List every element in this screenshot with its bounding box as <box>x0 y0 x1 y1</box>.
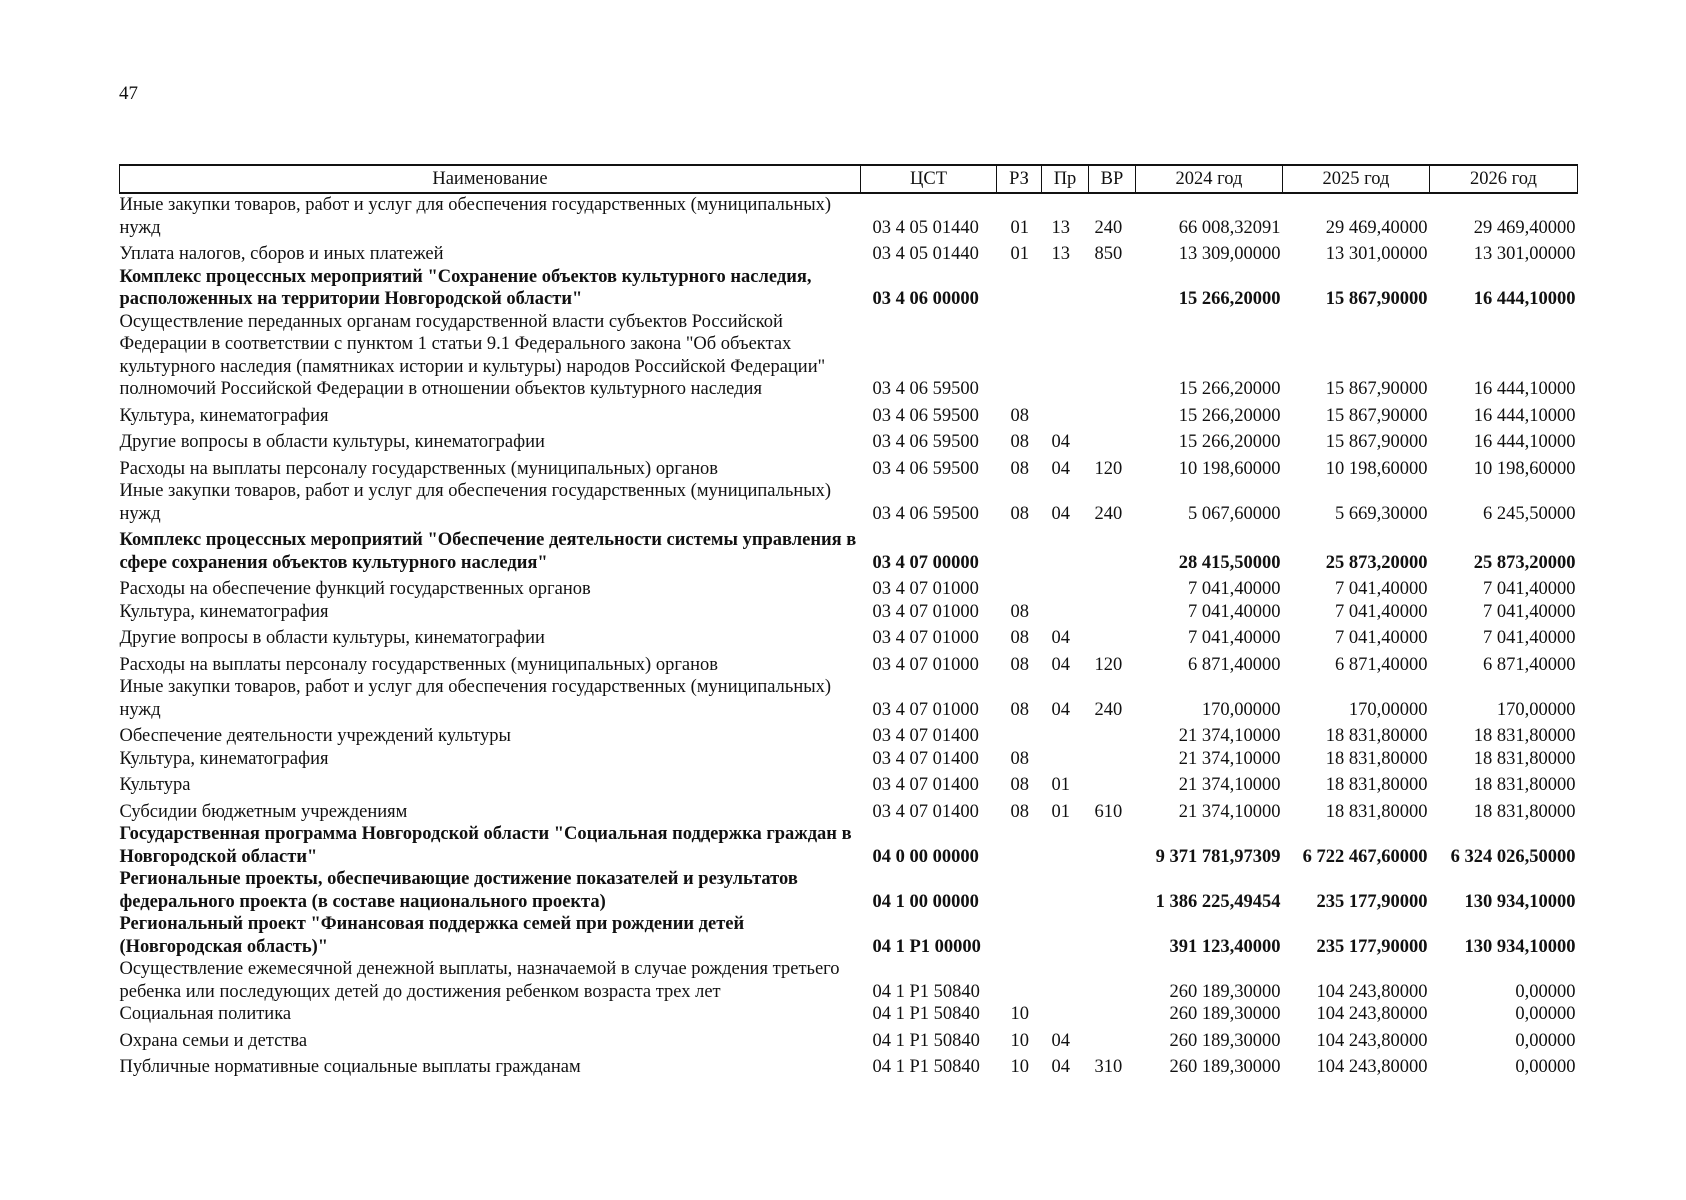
row-vr: 120 <box>1094 654 1123 675</box>
row-pr <box>1042 913 1089 958</box>
row-pr: 04 <box>1051 458 1070 479</box>
row-pr <box>1042 748 1089 771</box>
row-vr <box>1089 913 1136 958</box>
row-vr: 240 <box>1094 217 1123 238</box>
row-2025: 7 041,40000 <box>1335 628 1428 648</box>
row-rz: 08 <box>1010 775 1029 795</box>
table-row <box>120 823 1578 868</box>
row-pr <box>1042 266 1089 311</box>
row-2024: 15 266,20000 <box>1178 289 1281 309</box>
table-row <box>120 958 1578 1003</box>
row-name: Культура, кинематография <box>119 748 329 769</box>
row-2026: 18 831,80000 <box>1473 726 1576 746</box>
row-cst: 03 4 07 00000 <box>872 552 979 573</box>
row-name: Уплата налогов, сборов и иных платежей <box>119 244 444 264</box>
row-2026: 6 871,40000 <box>1483 654 1576 675</box>
row-vr <box>1089 311 1136 401</box>
row-rz: 10 <box>1010 1030 1029 1051</box>
table-row <box>120 721 1578 748</box>
row-name: Социальная политика <box>119 1004 292 1024</box>
row-2024: 260 189,30000 <box>1169 1057 1281 1077</box>
row-vr: 310 <box>1094 1057 1123 1077</box>
row-rz: 08 <box>1010 628 1029 648</box>
row-name: Осуществление ежемесячной денежной выплаты, назначаемой в случае рождения третьего ребенка или последующих детей до достижения ребенком возраста трех лет <box>119 959 840 1002</box>
row-pr: 01 <box>1051 775 1070 795</box>
header-pr: Пр <box>1042 165 1089 193</box>
row-name: Региональный проект "Финансовая поддержка семей при рождении детей (Новгородская область)" <box>119 914 745 957</box>
row-vr <box>1089 427 1136 454</box>
row-2025: 6 871,40000 <box>1335 654 1428 675</box>
row-name: Другие вопросы в области культуры, кинематографии <box>119 628 545 648</box>
row-rz: 08 <box>1010 748 1029 769</box>
row-rz: 10 <box>1010 1057 1029 1077</box>
table-row <box>120 868 1578 913</box>
row-pr: 04 <box>1051 503 1070 524</box>
row-2026: 7 041,40000 <box>1483 579 1576 599</box>
row-name: Культура, кинематография <box>119 601 329 622</box>
table-row <box>120 913 1578 958</box>
row-2025: 104 243,80000 <box>1316 981 1428 1002</box>
row-2025: 104 243,80000 <box>1316 1030 1428 1051</box>
row-name: Культура, кинематография <box>119 405 329 426</box>
row-2025: 29 469,40000 <box>1325 217 1428 238</box>
row-vr: 120 <box>1094 458 1123 479</box>
table-row <box>120 454 1578 481</box>
table-row <box>120 574 1578 601</box>
row-name: Расходы на выплаты персоналу государственных (муниципальных) органов <box>119 458 719 479</box>
row-pr: 04 <box>1051 654 1070 675</box>
row-2026: 10 198,60000 <box>1473 458 1576 479</box>
row-2025: 7 041,40000 <box>1335 579 1428 599</box>
row-2026: 16 444,10000 <box>1473 405 1576 426</box>
row-cst: 03 4 06 59500 <box>872 379 979 399</box>
budget-table <box>119 164 1578 1079</box>
row-2025: 25 873,20000 <box>1325 552 1428 573</box>
header-2026: 2026 год <box>1430 165 1578 193</box>
table-row <box>120 525 1578 574</box>
row-pr: 13 <box>1051 217 1070 238</box>
row-pr <box>1042 721 1089 748</box>
row-rz: 10 <box>1010 1004 1029 1024</box>
row-2025: 18 831,80000 <box>1325 726 1428 746</box>
row-2024: 6 871,40000 <box>1188 654 1281 675</box>
row-cst: 04 0 00 00000 <box>872 846 979 867</box>
table-row <box>120 748 1578 771</box>
header-2024: 2024 год <box>1136 165 1283 193</box>
row-2026: 6 324 026,50000 <box>1450 846 1576 867</box>
row-2024: 21 374,10000 <box>1178 726 1281 746</box>
row-pr <box>1042 958 1089 1003</box>
row-2025: 5 669,30000 <box>1335 503 1428 524</box>
table-row <box>120 427 1578 454</box>
table-row <box>120 650 1578 677</box>
row-2024: 7 041,40000 <box>1188 628 1281 648</box>
row-2025: 15 867,90000 <box>1325 289 1428 309</box>
row-pr <box>1042 311 1089 401</box>
row-cst: 03 4 07 01400 <box>872 775 979 795</box>
row-cst: 03 4 07 01000 <box>872 579 979 599</box>
row-name: Публичные нормативные социальные выплаты гражданам <box>119 1057 581 1077</box>
row-2024: 15 266,20000 <box>1178 405 1281 426</box>
header-rz: РЗ <box>997 165 1042 193</box>
table-row <box>120 623 1578 650</box>
row-cst: 03 4 05 01440 <box>872 217 979 238</box>
row-name: Иные закупки товаров, работ и услуг для обеспечения государственных (муниципальных) нужд <box>119 481 832 524</box>
row-cst: 03 4 06 59500 <box>872 458 979 479</box>
row-2024: 21 374,10000 <box>1178 801 1281 822</box>
row-vr <box>1089 868 1136 913</box>
row-2026: 7 041,40000 <box>1483 601 1576 622</box>
row-name: Комплекс процессных мероприятий "Сохранение объектов культурного наследия, расположенных на территории Новгородской области" <box>119 266 812 309</box>
row-cst: 03 4 07 01000 <box>872 628 979 648</box>
header-name: Наименование <box>120 165 861 193</box>
table-row <box>120 1003 1578 1026</box>
row-vr: 850 <box>1094 244 1123 264</box>
page-number: 47 <box>119 83 138 104</box>
row-pr: 13 <box>1051 244 1070 264</box>
row-pr: 04 <box>1051 1030 1070 1051</box>
row-2025: 18 831,80000 <box>1325 775 1428 795</box>
row-name: Государственная программа Новгородской области "Социальная поддержка граждан в Новгородской области" <box>119 824 852 867</box>
row-2025: 18 831,80000 <box>1325 801 1428 822</box>
row-vr <box>1089 823 1136 868</box>
row-rz <box>997 913 1042 958</box>
row-vr: 240 <box>1094 503 1123 524</box>
row-rz <box>997 525 1042 574</box>
row-2026: 130 934,10000 <box>1464 891 1576 912</box>
row-pr <box>1042 823 1089 868</box>
row-pr <box>1042 574 1089 601</box>
row-2026: 13 301,00000 <box>1473 244 1576 264</box>
table-row <box>120 480 1578 525</box>
table-row <box>120 311 1578 401</box>
row-rz: 08 <box>1010 458 1029 479</box>
row-cst: 03 4 06 59500 <box>872 405 979 426</box>
row-2024: 15 266,20000 <box>1178 379 1281 399</box>
row-2024: 21 374,10000 <box>1178 748 1281 769</box>
table-row <box>120 770 1578 797</box>
row-cst: 03 4 06 59500 <box>872 432 979 452</box>
row-2024: 7 041,40000 <box>1188 579 1281 599</box>
row-cst: 04 1 Р1 50840 <box>872 1004 980 1024</box>
row-rz: 08 <box>1010 503 1029 524</box>
row-name: Иные закупки товаров, работ и услуг для обеспечения государственных (муниципальных) нужд <box>119 195 832 238</box>
row-vr <box>1089 1026 1136 1053</box>
row-rz <box>997 266 1042 311</box>
table-row <box>120 401 1578 428</box>
row-2024: 260 189,30000 <box>1169 1030 1281 1051</box>
row-2024: 15 266,20000 <box>1178 432 1281 452</box>
row-cst: 03 4 07 01000 <box>872 699 979 720</box>
row-2024: 7 041,40000 <box>1188 601 1281 622</box>
row-2025: 18 831,80000 <box>1325 748 1428 769</box>
row-pr: 04 <box>1051 432 1070 452</box>
row-name: Культура <box>119 775 191 795</box>
row-rz: 01 <box>1010 244 1029 264</box>
row-name: Иные закупки товаров, работ и услуг для обеспечения государственных (муниципальных) нужд <box>119 677 832 720</box>
row-2026: 170,00000 <box>1496 699 1576 720</box>
table-row <box>120 1026 1578 1053</box>
row-cst: 03 4 05 01440 <box>872 244 979 264</box>
row-cst: 04 1 Р1 50840 <box>872 1057 980 1077</box>
row-2024: 28 415,50000 <box>1178 552 1281 573</box>
row-pr <box>1042 1003 1089 1026</box>
row-cst: 03 4 06 00000 <box>872 289 979 309</box>
row-2025: 104 243,80000 <box>1316 1004 1428 1024</box>
row-2024: 170,00000 <box>1201 699 1281 720</box>
row-rz <box>997 958 1042 1003</box>
row-name: Субсидии бюджетным учреждениям <box>119 801 408 822</box>
row-2024: 66 008,32091 <box>1178 217 1281 238</box>
row-vr: 240 <box>1094 699 1123 720</box>
table-row <box>120 601 1578 624</box>
row-2025: 15 867,90000 <box>1325 432 1428 452</box>
row-rz <box>997 868 1042 913</box>
row-2024: 260 189,30000 <box>1169 1004 1281 1024</box>
row-2026: 16 444,10000 <box>1473 379 1576 399</box>
row-vr <box>1089 601 1136 624</box>
row-pr: 01 <box>1051 801 1070 822</box>
row-rz: 01 <box>1010 217 1029 238</box>
row-2024: 10 198,60000 <box>1178 458 1281 479</box>
row-2024: 13 309,00000 <box>1178 244 1281 264</box>
row-vr <box>1089 574 1136 601</box>
table-row <box>120 239 1578 266</box>
row-vr <box>1089 958 1136 1003</box>
row-rz: 08 <box>1010 432 1029 452</box>
row-2026: 16 444,10000 <box>1473 289 1576 309</box>
row-2025: 13 301,00000 <box>1325 244 1428 264</box>
row-rz <box>997 574 1042 601</box>
row-vr <box>1089 525 1136 574</box>
table-row <box>120 1052 1578 1079</box>
row-rz: 08 <box>1010 601 1029 622</box>
row-2026: 25 873,20000 <box>1473 552 1576 573</box>
table-header-row <box>120 165 1578 193</box>
row-2026: 0,00000 <box>1515 1030 1576 1051</box>
row-name: Осуществление переданных органам государственной власти субъектов Российской Федерации в соответствии с пунктом 1 статьи 9.1 Федерального закона "Об объектах культурного наследия (памятниках истории и культуры) народов Российской Федерации" полномочий Российской Федерации в отношении объектов культурного наследия <box>119 311 826 399</box>
row-name: Охрана семьи и детства <box>119 1030 308 1051</box>
row-rz: 08 <box>1010 699 1029 720</box>
row-name: Комплекс процессных мероприятий "Обеспечение деятельности системы управления в сфере сохранения объектов культурного наследия" <box>119 530 857 573</box>
row-2026: 7 041,40000 <box>1483 628 1576 648</box>
row-vr <box>1089 748 1136 771</box>
table-row <box>120 797 1578 824</box>
header-cst: ЦСТ <box>861 165 997 193</box>
row-pr <box>1042 525 1089 574</box>
row-rz: 08 <box>1010 654 1029 675</box>
row-2026: 0,00000 <box>1515 1057 1576 1077</box>
row-vr <box>1089 1003 1136 1026</box>
row-2024: 260 189,30000 <box>1169 981 1281 1002</box>
row-rz: 08 <box>1010 405 1029 426</box>
row-2026: 18 831,80000 <box>1473 775 1576 795</box>
row-2024: 9 371 781,97309 <box>1155 846 1281 867</box>
table-row <box>120 266 1578 311</box>
row-cst: 03 4 06 59500 <box>872 503 979 524</box>
row-2025: 15 867,90000 <box>1325 379 1428 399</box>
row-2026: 0,00000 <box>1515 1004 1576 1024</box>
row-vr: 610 <box>1094 801 1123 822</box>
row-cst: 03 4 07 01000 <box>872 654 979 675</box>
row-pr <box>1042 401 1089 428</box>
row-2025: 170,00000 <box>1348 699 1428 720</box>
row-2025: 235 177,90000 <box>1316 891 1428 912</box>
table-row <box>120 193 1578 239</box>
row-pr: 04 <box>1051 628 1070 648</box>
row-2024: 21 374,10000 <box>1178 775 1281 795</box>
row-pr <box>1042 868 1089 913</box>
row-2024: 1 386 225,49454 <box>1155 891 1281 912</box>
row-vr <box>1089 770 1136 797</box>
header-2025: 2025 год <box>1283 165 1430 193</box>
row-pr: 04 <box>1051 699 1070 720</box>
row-name: Расходы на выплаты персоналу государственных (муниципальных) органов <box>119 654 719 675</box>
table-row <box>120 676 1578 721</box>
row-cst: 04 1 Р1 50840 <box>872 981 980 1002</box>
row-2026: 29 469,40000 <box>1473 217 1576 238</box>
row-rz <box>997 311 1042 401</box>
row-cst: 04 1 Р1 00000 <box>872 936 981 957</box>
row-name: Обеспечение деятельности учреждений культуры <box>119 726 511 746</box>
row-name: Другие вопросы в области культуры, кинематографии <box>119 432 545 452</box>
row-cst: 03 4 07 01400 <box>872 726 979 746</box>
row-2024: 391 123,40000 <box>1169 936 1281 957</box>
row-2026: 6 245,50000 <box>1483 503 1576 524</box>
row-2025: 6 722 467,60000 <box>1302 846 1428 867</box>
row-rz: 08 <box>1010 801 1029 822</box>
row-2025: 235 177,90000 <box>1316 936 1428 957</box>
row-pr <box>1042 601 1089 624</box>
row-cst: 03 4 07 01400 <box>872 801 979 822</box>
row-cst: 04 1 00 00000 <box>872 891 979 912</box>
row-2026: 18 831,80000 <box>1473 801 1576 822</box>
row-vr <box>1089 401 1136 428</box>
row-2025: 7 041,40000 <box>1335 601 1428 622</box>
row-cst: 03 4 07 01000 <box>872 601 979 622</box>
row-pr: 04 <box>1051 1057 1070 1077</box>
row-2024: 5 067,60000 <box>1188 503 1281 524</box>
row-2026: 0,00000 <box>1515 981 1576 1002</box>
row-vr <box>1089 623 1136 650</box>
row-2026: 16 444,10000 <box>1473 432 1576 452</box>
row-rz <box>997 721 1042 748</box>
row-name: Расходы на обеспечение функций государственных органов <box>119 579 591 599</box>
row-2025: 104 243,80000 <box>1316 1057 1428 1077</box>
row-vr <box>1089 266 1136 311</box>
row-rz <box>997 823 1042 868</box>
row-vr <box>1089 721 1136 748</box>
row-cst: 04 1 Р1 50840 <box>872 1030 980 1051</box>
header-vr: ВР <box>1089 165 1136 193</box>
row-2026: 18 831,80000 <box>1473 748 1576 769</box>
row-2025: 10 198,60000 <box>1325 458 1428 479</box>
row-2025: 15 867,90000 <box>1325 405 1428 426</box>
row-2026: 130 934,10000 <box>1464 936 1576 957</box>
row-name: Региональные проекты, обеспечивающие достижение показателей и результатов федерального проекта (в составе национального проекта) <box>119 869 798 912</box>
row-cst: 03 4 07 01400 <box>872 748 979 769</box>
